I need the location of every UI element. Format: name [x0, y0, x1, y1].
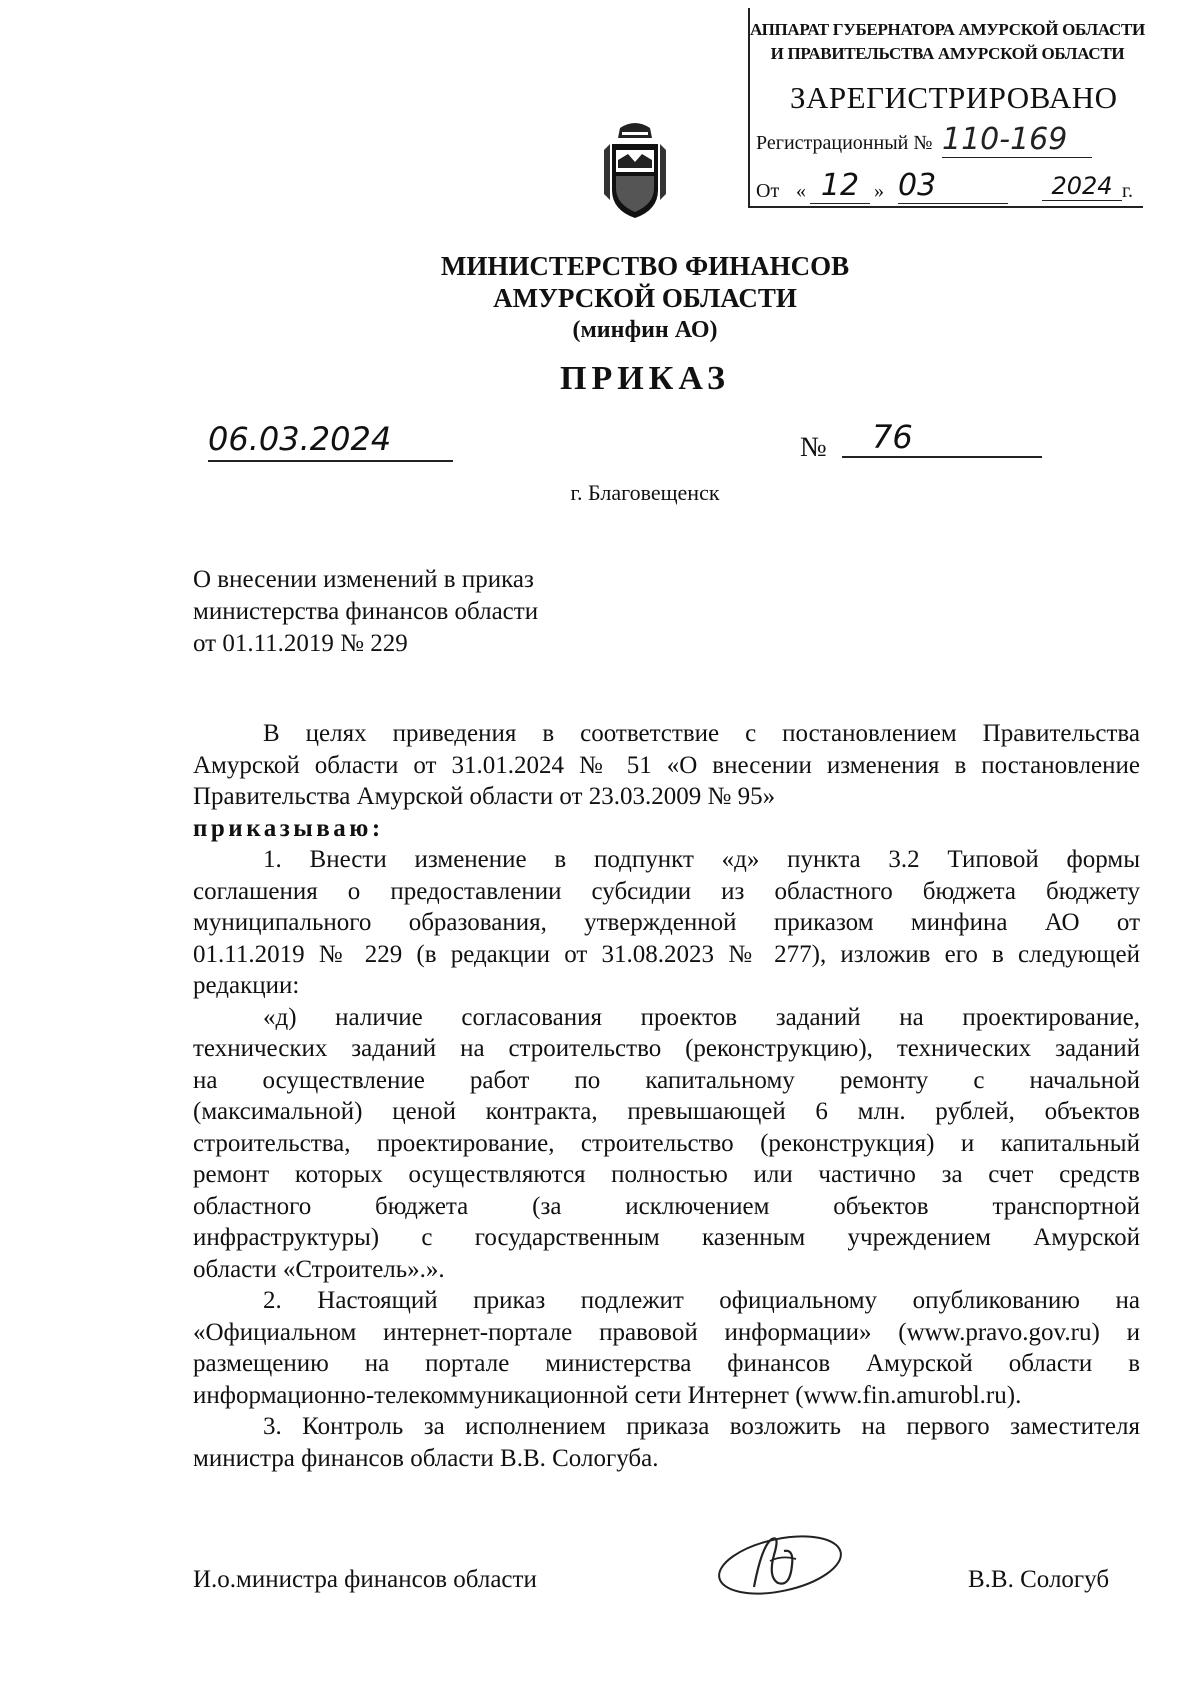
- ministry-line2: АМУРСКОЙ ОБЛАСТИ: [493, 283, 797, 313]
- body-line: 01.11.2019 № 229 (в редакции от 31.08.2023 № 277), изложив его в следующей: [193, 940, 1140, 968]
- body-line: (максимальной) ценой контракта, превышающей 6 млн. рублей, объектов: [193, 1098, 1140, 1125]
- stamp-quote-close: »: [874, 180, 884, 202]
- body-line: технических заданий на строительство (реконструкцию), технических заданий: [193, 1035, 1140, 1062]
- body-line: муниципального образования, утвержденной приказом минфина АО от: [193, 909, 1140, 936]
- handwritten-signature-icon: [710, 1525, 850, 1605]
- body-line: информационно-телекоммуникационной сети Интернет (www.fin.amurobl.ru).: [193, 1381, 1022, 1409]
- document-type: ПРИКАЗ: [560, 360, 730, 397]
- stamp-org-line1: АППАРАТ ГУБЕРНАТОРА АМУРСКОЙ ОБЛАСТИ: [750, 20, 1145, 39]
- body-line: ремонт которых осуществляются полностью или частично за счет средств: [193, 1161, 1140, 1188]
- registration-stamp: [748, 8, 1143, 208]
- subject-line: О внесении изменений в приказ: [193, 566, 534, 593]
- ministry-short: (минфин АО): [572, 317, 718, 343]
- coat-of-arms-icon: [600, 120, 670, 220]
- document-date: 06.03.2024: [208, 420, 453, 462]
- signatory-name: В.В. Сологуб: [968, 1566, 1110, 1593]
- stamp-day: 12: [810, 168, 870, 204]
- stamp-month: 03: [898, 168, 1008, 204]
- body-line: В целях приведения в соответствие с постановлением Правительства: [263, 720, 1140, 747]
- body-line: 1. Внести изменение в подпункт «д» пункта 3.2 Типовой формы: [263, 846, 1140, 873]
- body-line: редакции:: [193, 972, 300, 999]
- stamp-year-suffix: г.: [1122, 180, 1133, 202]
- stamp-registered: ЗАРЕГИСТРИРОВАНО: [790, 80, 1118, 115]
- document-body: [193, 718, 1140, 1474]
- stamp-year: 2024: [1042, 172, 1122, 201]
- number-label: №: [800, 432, 827, 463]
- body-line: министра финансов области В.В. Сологуба.: [193, 1444, 659, 1472]
- body-line: инфраструктуры) с государственным казенным учреждением Амурской: [193, 1224, 1140, 1251]
- body-line: областного бюджета (за исключением объектов транспортной: [193, 1192, 1140, 1220]
- order-word: приказываю:: [193, 814, 384, 842]
- body-line: «Официальном интернет-портале правовой информации» (www.pravo.gov.ru) и: [193, 1318, 1140, 1346]
- city: г. Благовещенск: [570, 480, 720, 505]
- body-line: строительства, проектирование, строительство (реконструкция) и капитальный: [193, 1129, 1140, 1157]
- document-subject: [193, 564, 538, 660]
- stamp-reg-number-label: Регистрационный №: [756, 132, 933, 154]
- signatory-role: И.о.министра финансов области: [193, 1566, 537, 1593]
- body-line: на осуществление работ по капитальному ремонту с начальной: [193, 1066, 1140, 1094]
- subject-line: от 01.11.2019 № 229: [193, 630, 408, 657]
- body-line: соглашения о предоставлении субсидии из областного бюджета бюджету: [193, 877, 1140, 905]
- ministry-line1: МИНИСТЕРСТВО ФИНАНСОВ: [440, 251, 850, 281]
- body-line: области «Строитель».».: [193, 1255, 445, 1283]
- body-line: 3. Контроль за исполнением приказа возложить на первого заместителя: [263, 1413, 1140, 1440]
- stamp-reg-number: 110-169: [942, 122, 1092, 158]
- body-line: «д) наличие согласования проектов заданий на проектирование,: [263, 1003, 1140, 1031]
- subject-line: министерства финансов области: [193, 598, 539, 625]
- stamp-quote-open: «: [796, 180, 806, 202]
- body-line: 2. Настоящий приказ подлежит официальному опубликованию на: [263, 1287, 1140, 1314]
- body-line: Правительства Амурской области от 23.03.2009 № 95»: [193, 783, 776, 810]
- stamp-from-label: От: [756, 180, 780, 202]
- document-number: 76: [842, 418, 1042, 458]
- stamp-org-line2: И ПРАВИТЕЛЬСТВА АМУРСКОЙ ОБЛАСТИ: [770, 44, 1125, 63]
- body-line: размещению на портале министерства финансов Амурской области в: [193, 1350, 1140, 1377]
- body-line: Амурской области от 31.01.2024 № 51 «О внесении изменения в постановление: [193, 751, 1140, 779]
